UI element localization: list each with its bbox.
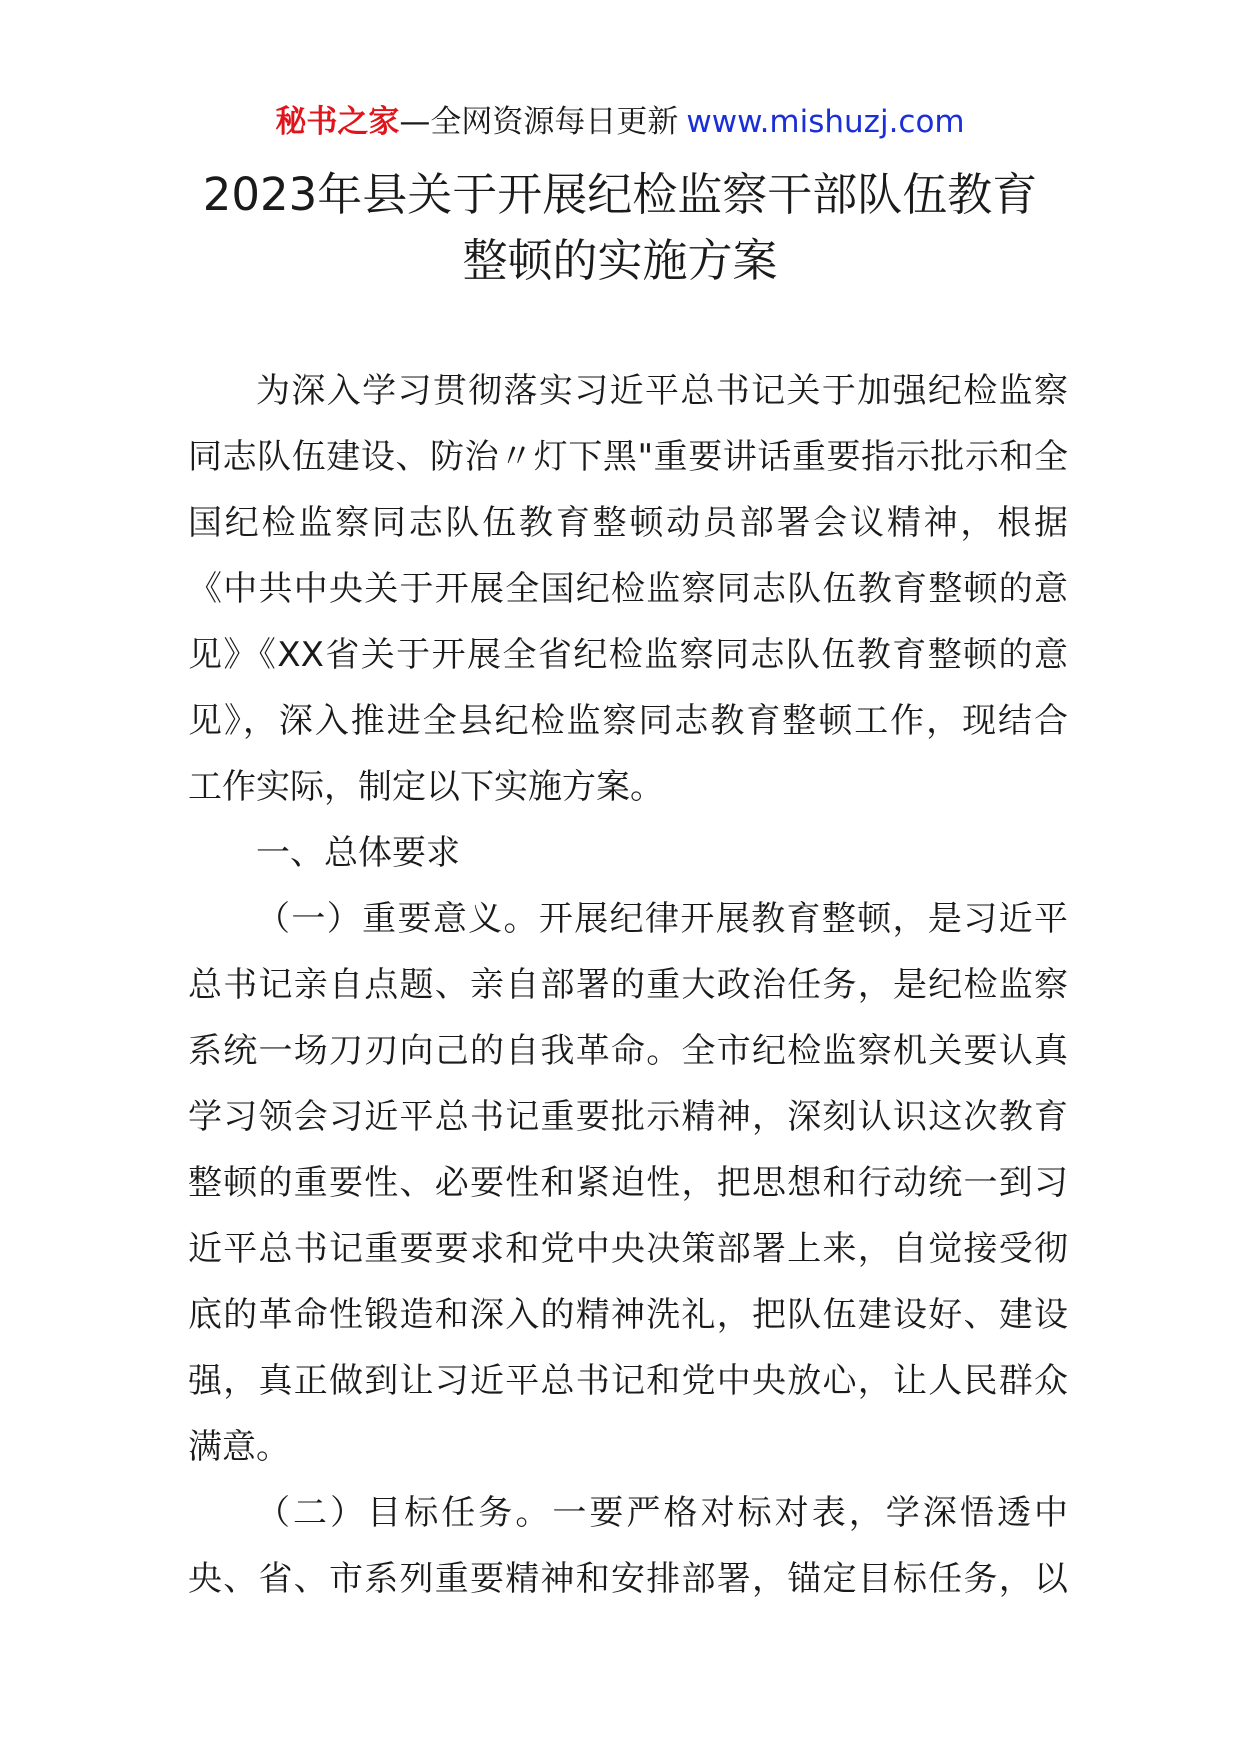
paragraph-line: 国纪检监察同志队伍教育整顿动员部署会议精神，根据 bbox=[188, 503, 1068, 543]
paragraph-line: 整顿的重要性、必要性和紧迫性，把思想和行动统一到习 bbox=[188, 1163, 1068, 1203]
paragraph-line: 近平总书记重要要求和党中央决策部署上来，自觉接受彻 bbox=[188, 1229, 1068, 1269]
paragraph-line: 见》《XX省关于开展全省纪检监察同志队伍教育整顿的意 bbox=[188, 635, 1068, 675]
paragraph-line: 满意。 bbox=[188, 1427, 290, 1467]
paragraph-line: 底的革命性锻造和深入的精神洗礼，把队伍建设好、建设 bbox=[188, 1295, 1068, 1335]
section-heading: 一、总体要求 bbox=[256, 833, 460, 873]
paragraph-line: 系统一场刀刃向己的自我革命。全市纪检监察机关要认真 bbox=[188, 1031, 1068, 1071]
document-title bbox=[160, 164, 1080, 296]
paragraph-line: 学习领会习近平总书记重要批示精神，深刻认识这次教育 bbox=[188, 1097, 1068, 1137]
paragraph-significance bbox=[188, 886, 1068, 1480]
brand-name: 秘书之家 bbox=[275, 104, 400, 140]
paragraph-line: 工作实际，制定以下实施方案。 bbox=[188, 767, 664, 807]
paragraph-objectives bbox=[188, 1480, 1068, 1612]
site-url-link[interactable]: www.mishuzj.com bbox=[686, 104, 965, 140]
document-body bbox=[188, 358, 1068, 1612]
paragraph-line: 央、省、市系列重要精神和安排部署，锚定目标任务，以 bbox=[188, 1559, 1068, 1599]
paragraph-line: 为深入学习贯彻落实习近平总书记关于加强纪检监察 bbox=[256, 371, 1068, 411]
paragraph-line: 强，真正做到让习近平总书记和党中央放心，让人民群众 bbox=[188, 1361, 1068, 1401]
paragraph-line: 总书记亲自点题、亲自部署的重大政治任务，是纪检监察 bbox=[188, 965, 1068, 1005]
paragraph-intro bbox=[188, 358, 1068, 820]
title-line-2: 整顿的实施方案 bbox=[462, 234, 778, 287]
paragraph-line: （一）重要意义。开展纪律开展教育整顿，是习近平 bbox=[256, 899, 1068, 939]
paragraph-line: （二）目标任务。一要严格对标对表，学深悟透中 bbox=[256, 1493, 1068, 1533]
paragraph-line: 《中共中央关于开展全国纪检监察同志队伍教育整顿的意 bbox=[188, 569, 1068, 609]
header-tagline: —全网资源每日更新 bbox=[399, 104, 679, 140]
site-header-banner bbox=[0, 100, 1240, 144]
paragraph-line: 同志队伍建设、防治〃灯下黑"重要讲话重要指示批示和全 bbox=[188, 437, 1068, 477]
paragraph-line: 见》，深入推进全县纪检监察同志教育整顿工作，现结合 bbox=[188, 701, 1068, 741]
title-line-1: 2023年县关于开展纪检监察干部队伍教育 bbox=[202, 168, 1038, 221]
